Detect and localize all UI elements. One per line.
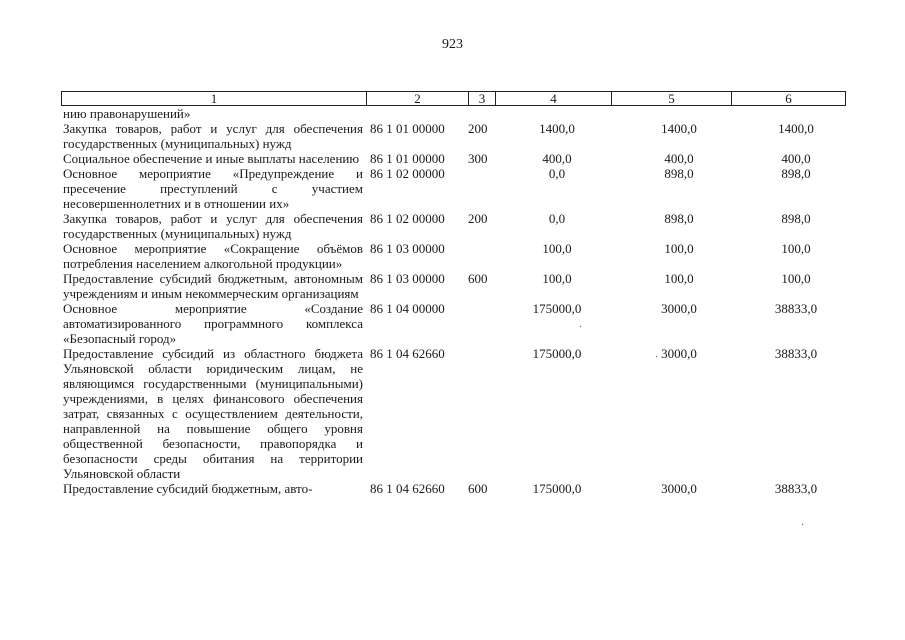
page-number: 923 bbox=[442, 37, 463, 52]
table-row bbox=[63, 271, 863, 301]
row-code: 86 1 04 62660 bbox=[370, 346, 445, 361]
row-value-4: 100,0 bbox=[542, 271, 572, 286]
row-code: 86 1 03 00000 bbox=[370, 271, 445, 286]
scan-speck: · bbox=[579, 322, 583, 333]
table-row bbox=[63, 121, 863, 151]
row-value-4: 175000,0 bbox=[532, 481, 582, 496]
row-value-4: 0,0 bbox=[548, 166, 566, 181]
header-col-3: 3 bbox=[468, 92, 495, 105]
row-value-4: 400,0 bbox=[542, 151, 572, 166]
table-row bbox=[63, 106, 863, 121]
table-row bbox=[63, 346, 863, 481]
row-description: Закупка товаров, работ и услуг для обеспечения государственных (муниципальных) нужд bbox=[63, 121, 363, 151]
table-header bbox=[61, 91, 846, 106]
row-value-4: 100,0 bbox=[542, 241, 572, 256]
row-description: Предоставление субсидий бюджетным, автономным учреждениям и иным некоммерческим организациям bbox=[63, 271, 363, 301]
table-row bbox=[63, 481, 863, 496]
row-value-5: 100,0 bbox=[664, 241, 694, 256]
row-description: нию правонарушений» bbox=[63, 106, 191, 121]
row-code: 86 1 01 00000 bbox=[370, 151, 445, 166]
row-value-6: 100,0 bbox=[781, 271, 811, 286]
row-description: Закупка товаров, работ и услуг для обеспечения государственных (муниципальных) нужд bbox=[63, 211, 363, 241]
row-value-4: 1400,0 bbox=[539, 121, 575, 136]
row-description: Предоставление субсидий бюджетным, авто- bbox=[63, 481, 313, 496]
row-value-6: 38833,0 bbox=[774, 481, 818, 496]
row-value-6: 400,0 bbox=[781, 151, 811, 166]
header-col-1: 1 bbox=[210, 91, 218, 106]
row-value-5: 400,0 bbox=[664, 151, 694, 166]
table-row bbox=[63, 211, 863, 241]
table-row bbox=[63, 151, 863, 166]
row-value-6: 1400,0 bbox=[778, 121, 814, 136]
row-code: 86 1 02 00000 bbox=[370, 166, 445, 181]
row-value-6: 898,0 bbox=[781, 166, 811, 181]
row-value-6: 38833,0 bbox=[774, 301, 818, 316]
header-col-2: 2 bbox=[366, 92, 468, 105]
row-description: Предоставление субсидий из областного бюджета Ульяновской области юридическим лицам, не являющимся государственными (муниципальными) учреждениями, в целях финансового обеспечения затрат, связанных с осуществлением деятельности, направленной на повышение общего уровня общественной безопасности, правопорядка и безопасности среды обитания на территории Ульяновской области bbox=[63, 346, 363, 481]
row-value-5: 1400,0 bbox=[661, 121, 697, 136]
row-value-6: 38833,0 bbox=[774, 346, 818, 361]
header-col-6: 6 bbox=[731, 92, 845, 105]
header-col-5: 5 bbox=[611, 92, 731, 105]
row-kvr: 300 bbox=[468, 151, 488, 166]
header-col-4: 4 bbox=[495, 92, 611, 105]
row-value-4: 175000,0 bbox=[532, 301, 582, 316]
row-code: 86 1 02 00000 bbox=[370, 211, 445, 226]
row-kvr: 600 bbox=[468, 271, 488, 286]
scan-speck: · bbox=[655, 352, 659, 363]
row-value-5: 3000,0 bbox=[661, 301, 697, 316]
row-code: 86 1 04 62660 bbox=[370, 481, 445, 496]
table-row bbox=[63, 301, 863, 346]
scan-speck: · bbox=[801, 520, 805, 531]
row-value-6: 898,0 bbox=[781, 211, 811, 226]
row-description: Основное мероприятие «Сокращение объёмов потребления населением алкогольной продукции» bbox=[63, 241, 363, 271]
row-value-5: 100,0 bbox=[664, 271, 694, 286]
table-body bbox=[63, 106, 863, 496]
row-kvr: 200 bbox=[468, 121, 488, 136]
row-kvr: 200 bbox=[468, 211, 488, 226]
row-code: 86 1 01 00000 bbox=[370, 121, 445, 136]
row-value-5: 898,0 bbox=[664, 211, 694, 226]
row-value-5: 3000,0 bbox=[661, 481, 697, 496]
table-row bbox=[63, 166, 863, 211]
row-description: Социальное обеспечение и иные выплаты населению bbox=[63, 151, 360, 166]
row-value-4: 175000,0 bbox=[532, 346, 582, 361]
row-code: 86 1 03 00000 bbox=[370, 241, 445, 256]
row-code: 86 1 04 00000 bbox=[370, 301, 445, 316]
row-value-6: 100,0 bbox=[781, 241, 811, 256]
row-value-4: 0,0 bbox=[548, 211, 566, 226]
row-description: Основное мероприятие «Предупреждение и пресечение преступлений с участием несовершеннолетних и в отношении их» bbox=[63, 166, 363, 211]
row-kvr: 600 bbox=[468, 481, 488, 496]
row-description: Основное мероприятие «Создание автоматизированного программного комплекса «Безопасный город» bbox=[63, 301, 363, 346]
row-value-5: 3000,0 bbox=[661, 346, 697, 361]
row-value-5: 898,0 bbox=[664, 166, 694, 181]
table-row bbox=[63, 241, 863, 271]
